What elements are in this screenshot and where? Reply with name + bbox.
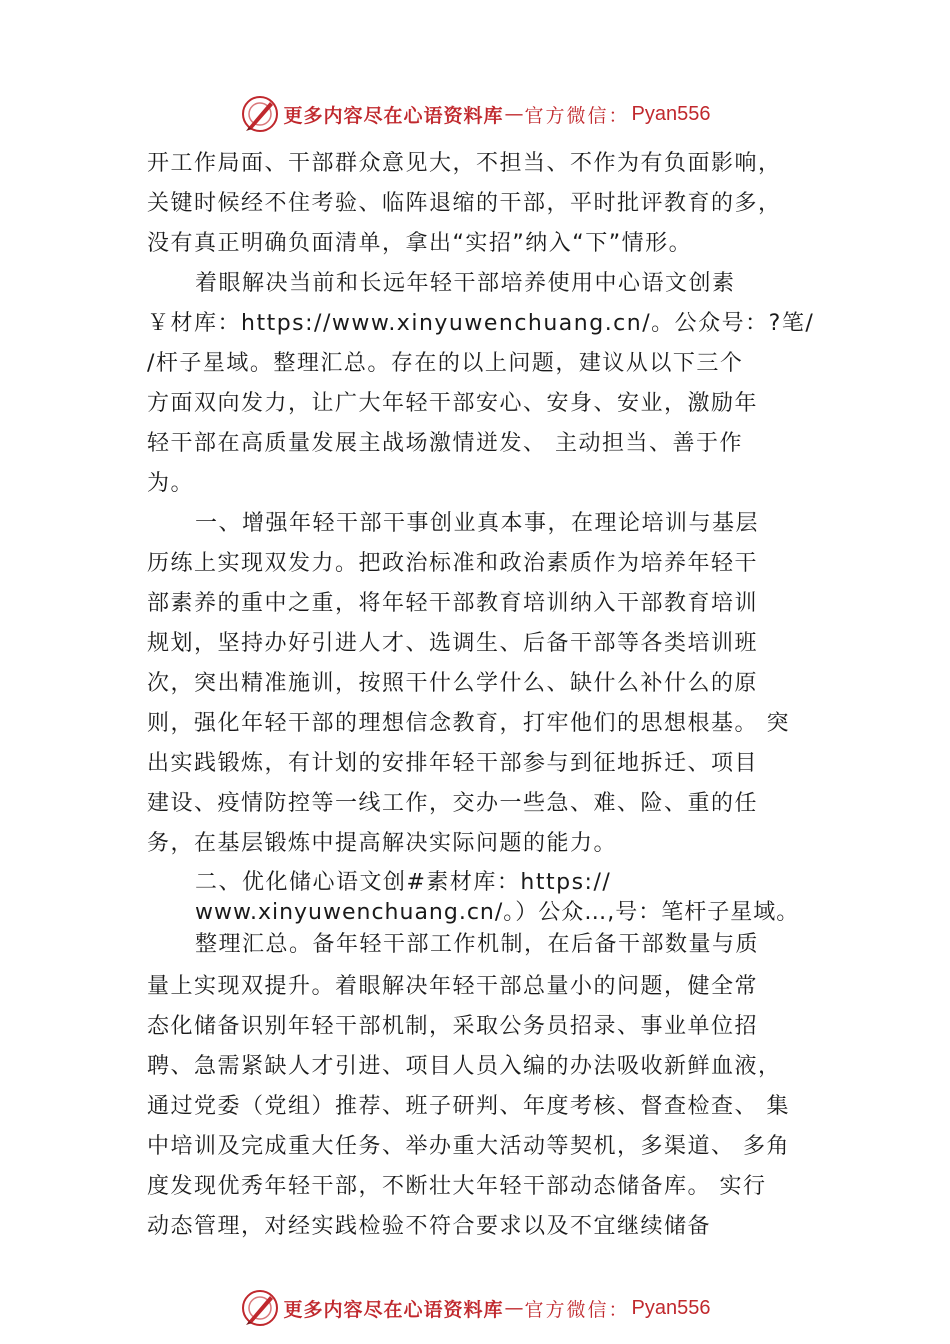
text-line: 一、增强年轻干部干事创业真本事，在理论培训与基层 — [195, 511, 760, 536]
text-line: 次，突出精准施训，按照干什么学什么、缺什么补什么的原 — [147, 671, 759, 696]
text-line: 部素养的重中之重，将年轻干部教育培训纳入干部教育培训 — [147, 591, 759, 616]
banner-wechat-label: 官方微信： — [524, 104, 630, 127]
text-line: 聘、急需紧缺人才引进、项目人员入编的办法吸收新鲜血液， — [147, 1054, 782, 1079]
text-line: 开工作局面、干部群众意见大，不担当、不作为有负面影响， — [147, 151, 782, 176]
text-line: 建设、疫情防控等一线工作，交办一些急、难、险、重的任 — [147, 791, 759, 816]
text-line: 轻干部在高质量发展主战场激情迸发、 主动担当、善于作 — [147, 431, 743, 456]
text-line: 务，在基层锻炼中提高解决实际问题的能力。 — [147, 831, 618, 856]
banner-wechat-label: 官方微信： — [524, 1298, 630, 1321]
text-line: 方面双向发力，让广大年轻干部安心、安身、安业，激励年 — [147, 391, 759, 416]
text-line: 没有真正明确负面清单，拿出“实招”纳入“下”情形。 — [147, 231, 693, 256]
text-line: 度发现优秀年轻干部，不断壮大年轻干部动态储备库。 实行 — [147, 1174, 767, 1199]
banner-wechat-id: Pyan556 — [631, 1296, 711, 1319]
text-line: ￥材库：https://www.xinyuwenchuang.cn/。公众号：?笔/ — [147, 311, 815, 336]
text-line: 量上实现双提升。着眼解决年轻干部总量小的问题，健全常 — [147, 974, 759, 999]
text-line: 历练上实现双发力。把政治标准和政治素质作为培养年轻干 — [147, 551, 759, 576]
text-line: 二、优化储心语文创#素材库：https:// — [195, 870, 612, 895]
text-line: 通过党委（党组）推荐、班子研判、年度考核、督查检查、 集 — [147, 1094, 790, 1119]
text-line: 中培训及完成重大任务、举办重大活动等契机，多渠道、 多角 — [147, 1134, 790, 1159]
header-banner — [0, 92, 950, 136]
text-line: 整理汇总。备年轻干部工作机制，在后备干部数量与质 — [195, 932, 760, 957]
banner-main-text: 更多内容尽在心语资料库 — [283, 1298, 504, 1321]
banner-wechat-id: Pyan556 — [631, 102, 711, 125]
text-line: 出实践锻炼，有计划的安排年轻干部参与到征地拆迁、项目 — [147, 751, 759, 776]
text-line: 态化储备识别年轻干部机制，采取公务员招录、事业单位招 — [147, 1014, 759, 1039]
banner-separator: — — [504, 1297, 524, 1319]
text-line: 则，强化年轻干部的理想信念教育，打牢他们的思想根基。 突 — [147, 711, 790, 736]
banner-separator: — — [504, 103, 524, 125]
text-line: www.xinyuwenchuang.cn/。）公众…,号：笔杆子星域。 — [195, 900, 800, 925]
text-line: /杆子星域。整理汇总。存在的以上问题，建议从以下三个 — [147, 351, 744, 376]
text-line: 关键时候经不住考验、临阵退缩的干部，平时批评教育的多， — [147, 191, 782, 216]
pen-logo-icon — [240, 1288, 280, 1328]
banner-main-text: 更多内容尽在心语资料库 — [283, 104, 504, 127]
text-line: 动态管理，对经实践检验不符合要求以及不宜继续储备 — [147, 1214, 712, 1239]
text-line: 规划，坚持办好引进人才、选调生、后备干部等各类培训班 — [147, 631, 759, 656]
text-line: 为。 — [147, 471, 195, 496]
footer-banner — [0, 1286, 950, 1330]
pen-logo-icon — [240, 94, 280, 134]
text-line: 着眼解决当前和长远年轻干部培养使用中心语文创素 — [195, 271, 736, 296]
